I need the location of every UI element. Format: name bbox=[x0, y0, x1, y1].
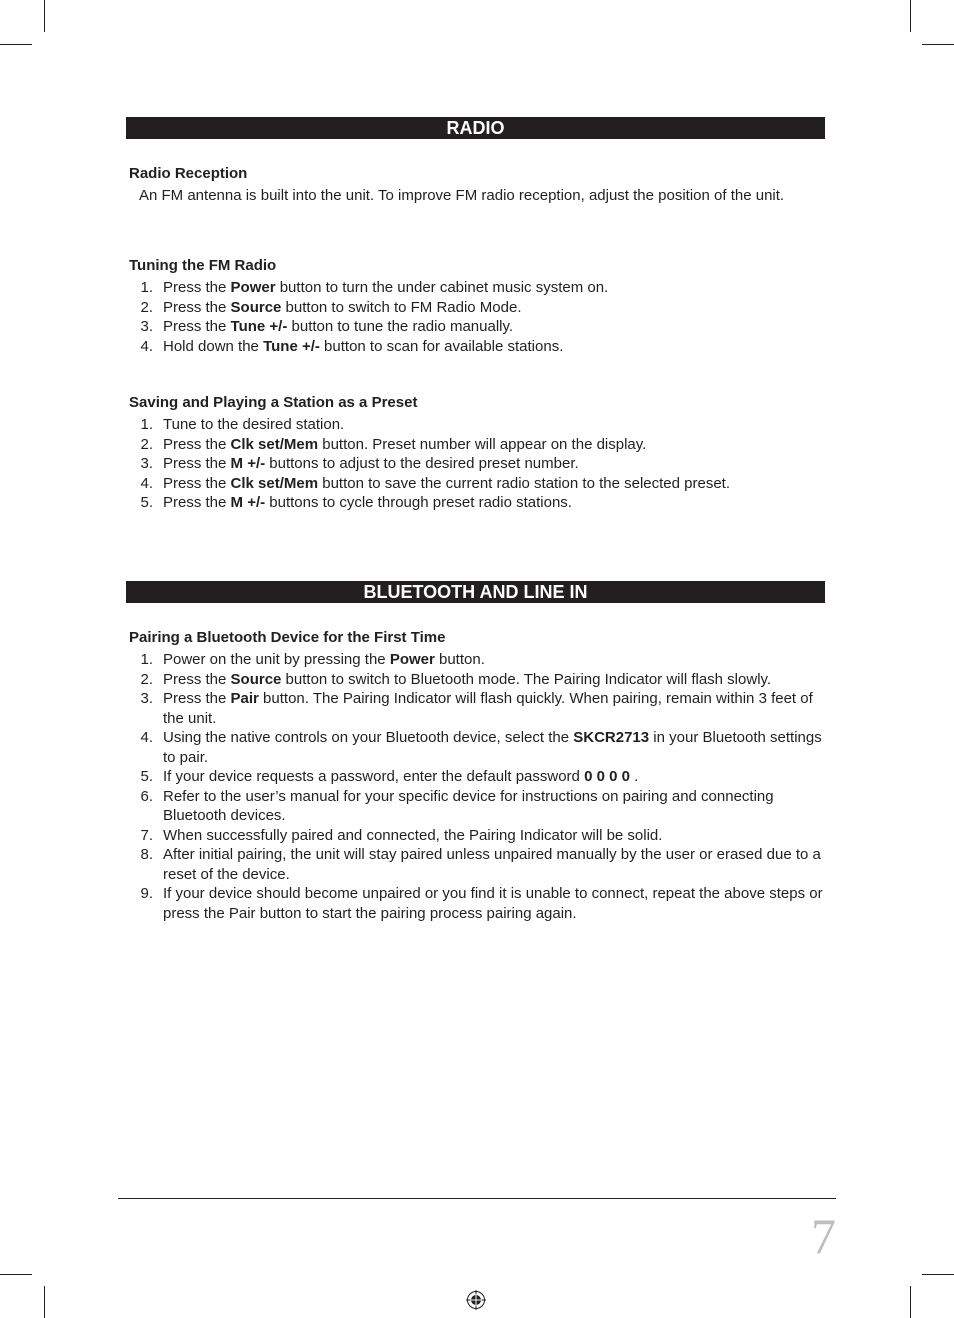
list-item: 9. If your device should become unpaired or you find it is unable to connect, repeat the above steps or press the Pair button to start the pairing process pairing again. bbox=[140, 885, 823, 922]
list-item: 3. Press the Pair button. The Pairing Indicator will flash quickly. When pairing, remain within 3 feet of the unit. bbox=[140, 690, 813, 727]
crop-mark bbox=[44, 0, 45, 32]
crop-mark bbox=[922, 44, 954, 45]
list-item: 4. Using the native controls on your Bluetooth device, select the SKCR2713 in your Bluetooth settings to pair. bbox=[140, 729, 822, 766]
list-item: 5. Press the M +/- buttons to cycle through preset radio stations. bbox=[140, 494, 572, 511]
heading-radio-reception: Radio Reception bbox=[129, 165, 248, 182]
list-item: 3. Press the Tune +/- button to tune the radio manually. bbox=[140, 318, 514, 335]
heading-saving-preset: Saving and Playing a Station as a Preset bbox=[129, 394, 418, 411]
pairing-steps bbox=[139, 650, 829, 923]
crop-mark bbox=[910, 1286, 911, 1318]
section-bar-radio: RADIO bbox=[126, 117, 825, 139]
list-item: 8. After initial pairing, the unit will stay paired unless unpaired manually by the user or erased due to a reset of the device. bbox=[140, 846, 821, 883]
list-item: 2. Press the Source button to switch to FM Radio Mode. bbox=[140, 298, 522, 316]
heading-pairing-bluetooth: Pairing a Bluetooth Device for the First Time bbox=[129, 629, 446, 646]
crop-mark bbox=[0, 1274, 32, 1275]
section-bar-bluetooth: BLUETOOTH AND LINE IN bbox=[126, 581, 825, 603]
list-item: 1. Power on the unit by pressing the Power button. bbox=[140, 651, 485, 668]
registration-mark-icon bbox=[466, 1290, 486, 1310]
list-item: 4. Press the Clk set/Mem button to save the current radio station to the selected preset. bbox=[140, 474, 730, 492]
list-item: 7. When successfully paired and connected, the Pairing Indicator will be solid. bbox=[140, 826, 663, 844]
list-item: 4. Hold down the Tune +/- button to scan for available stations. bbox=[140, 337, 564, 355]
list-item: 2. Press the Source button to switch to Bluetooth mode. The Pairing Indicator will flash slowly. bbox=[140, 670, 772, 688]
page-number: 7 bbox=[811, 1208, 836, 1264]
list-item: 3. Press the M +/- buttons to adjust to the desired preset number. bbox=[140, 455, 579, 472]
crop-mark bbox=[910, 0, 911, 32]
list-item: 2. Press the Clk set/Mem button. Preset number will appear on the display. bbox=[140, 435, 647, 453]
list-item: 1. Press the Power button to turn the under cabinet music system on. bbox=[140, 279, 609, 296]
list-item: 1. Tune to the desired station. bbox=[140, 416, 345, 433]
crop-mark bbox=[44, 1286, 45, 1318]
crop-mark bbox=[922, 1274, 954, 1275]
list-item: 5. If your device requests a password, enter the default password 0 0 0 0 . bbox=[140, 768, 639, 785]
heading-tuning-fm: Tuning the FM Radio bbox=[129, 257, 277, 274]
list-item: 6. Refer to the user’s manual for your specific device for instructions on pairing and connecting Bluetooth devices. bbox=[140, 787, 774, 824]
footer-rule bbox=[118, 1198, 836, 1199]
crop-mark bbox=[0, 44, 32, 45]
radio-reception-text: An FM antenna is built into the unit. To improve FM radio reception, adjust the position of the unit. bbox=[139, 187, 785, 204]
tuning-steps bbox=[139, 278, 829, 356]
preset-steps bbox=[139, 415, 829, 513]
